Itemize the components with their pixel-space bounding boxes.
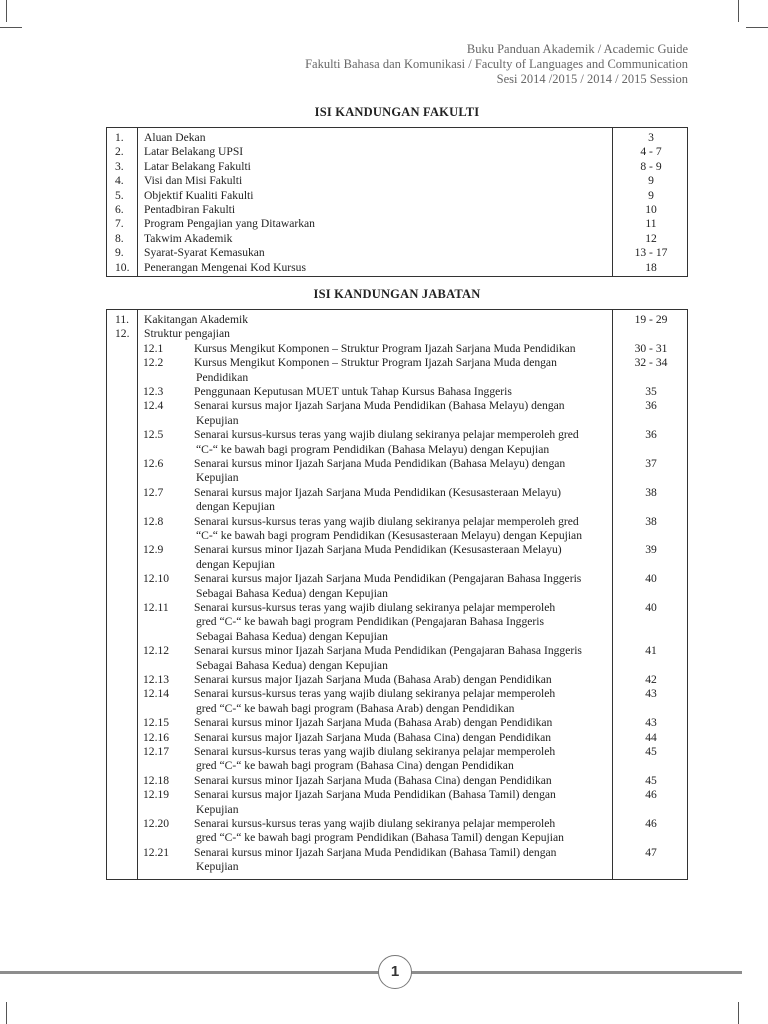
entry-number: 12.13 (143, 673, 170, 686)
entry-title (194, 673, 614, 687)
entry-title-line: Senarai kursus major Ijazah Sarjana Muda Pendidikan (Pengajaran Bahasa Inggeris (194, 572, 582, 586)
entry-page: 45 (645, 745, 657, 758)
crop-mark (746, 27, 768, 28)
entry-number: 6. (115, 203, 124, 216)
entry-page: 36 (645, 428, 657, 442)
entry-number: 10. (115, 260, 130, 274)
entry-page: 40 (645, 572, 657, 586)
entry-title-line: “C-“ ke bawah bagi program Pendidikan (Bahasa Melayu) dengan Kepujian (196, 442, 550, 456)
entry-title-line: Senarai kursus minor Ijazah Sarjana Muda (Bahasa Cina) dengan Pendidikan (194, 773, 552, 787)
entry-title (194, 601, 614, 644)
entry-page: 37 (645, 457, 657, 470)
entry-page: 9 (648, 188, 654, 202)
entry-title-line: dengan Kepujian (196, 500, 275, 514)
entry-title (194, 543, 614, 572)
entry-title (194, 644, 614, 673)
entry-page: 35 (645, 385, 657, 398)
entry-title: Latar Belakang Fakulti (144, 159, 251, 173)
entry-title-line: Senarai kursus major Ijazah Sarjana Muda Pendidikan (Bahasa Melayu) dengan (194, 399, 565, 413)
entry-number: 12.10 (143, 572, 170, 586)
entry-number: 12.17 (143, 745, 170, 758)
entry-title: Visi dan Misi Fakulti (144, 174, 243, 188)
entry-title (194, 399, 614, 428)
entry-title (194, 731, 614, 745)
entry-page: 4 - 7 (640, 145, 662, 159)
entry-title-line: Sebagai Bahasa Kedua) dengan Kepujian (196, 658, 388, 672)
entry-title-line: Kepujian (196, 413, 239, 427)
entry-title-line: Senarai kursus-kursus teras yang wajib diulang sekiranya pelajar memperoleh gred (194, 428, 579, 442)
entry-page: 42 (645, 673, 657, 686)
entry-title-line: gred “C-“ ke bawah bagi program (Bahasa Cina) dengan Pendidikan (196, 759, 514, 773)
entry-number: 12.18 (143, 773, 170, 787)
entry-page: 10 (645, 203, 657, 216)
entry-title-line: Senarai kursus minor Ijazah Sarjana Muda (Bahasa Arab) dengan Pendidikan (194, 716, 553, 730)
entry-title-line: “C-“ ke bawah bagi program Pendidikan (Kesusasteraan Melayu) dengan Kepujian (196, 529, 583, 542)
entry-title-line: Kepujian (196, 860, 239, 874)
entry-title: Takwim Akademik (144, 231, 233, 245)
entry-page: 3 (648, 131, 654, 144)
header-faculty-name: Fakulti Bahasa dan Komunikasi / Faculty of Languages and Communication (305, 57, 688, 71)
entry-title-line: Senarai kursus major Ijazah Sarjana Muda (Bahasa Arab) dengan Pendidikan (194, 673, 552, 686)
entry-title (194, 774, 614, 788)
entry-number: 12.5 (143, 428, 164, 442)
entry-number: 12.8 (143, 514, 164, 528)
entry-number: 12.14 (143, 687, 170, 701)
entry-number: 12.4 (143, 399, 164, 413)
entry-title (194, 817, 614, 846)
entry-title (194, 486, 614, 515)
faculty-contents-table (106, 127, 688, 277)
entry-title-line: dengan Kepujian (196, 557, 275, 571)
entry-title-line: Senarai kursus minor Ijazah Sarjana Muda Pendidikan (Pengajaran Bahasa Inggeris (194, 644, 582, 658)
entry-number: 12.15 (143, 716, 170, 730)
entry-number: 5. (115, 188, 124, 202)
department-contents-title: ISI KANDUNGAN JABATAN (313, 287, 481, 301)
crop-mark (6, 1002, 7, 1024)
footer-rule (0, 971, 742, 974)
entry-number: 12.9 (143, 543, 164, 557)
entry-number: 12.3 (143, 385, 164, 398)
entry-title-line: Senarai kursus-kursus teras yang wajib diulang sekiranya pelajar memperoleh (194, 601, 556, 614)
entry-title-line: Kepujian (196, 471, 239, 485)
entry-title-line: gred “C-“ ke bawah bagi program Pendidikan (Pengajaran Bahasa Inggeris (196, 615, 545, 629)
entry-page: 38 (645, 485, 657, 499)
entry-page: 12 (645, 231, 657, 245)
entry-number: 12. (115, 327, 130, 341)
entry-title (194, 572, 614, 601)
entry-page: 46 (645, 788, 657, 802)
entry-title: Pentadbiran Fakulti (144, 203, 236, 216)
entry-page: 32 - 34 (634, 356, 668, 370)
entry-title: Program Pengajian yang Ditawarkan (144, 217, 315, 231)
entry-title-line: gred “C-“ ke bawah bagi program (Bahasa Arab) dengan Pendidikan (196, 701, 515, 715)
entry-number: 12.6 (143, 457, 164, 470)
entry-number: 7. (115, 217, 124, 231)
entry-title-line: Senarai kursus minor Ijazah Sarjana Muda Pendidikan (Kesusasteraan Melayu) (194, 543, 562, 557)
entry-number: 12.19 (143, 788, 170, 802)
entry-page: 41 (645, 644, 657, 658)
entry-number: 12.11 (143, 601, 169, 614)
entry-title: Kakitangan Akademik (144, 313, 248, 326)
faculty-contents-title: ISI KANDUNGAN FAKULTI (314, 105, 480, 119)
entry-title-line: Penggunaan Keputusan MUET untuk Tahap Kursus Bahasa Inggeris (194, 385, 512, 398)
column-divider (137, 310, 138, 879)
entry-title (194, 716, 614, 730)
entry-title (194, 788, 614, 817)
entry-title (194, 385, 614, 399)
entry-title-line: Senarai kursus minor Ijazah Sarjana Muda Pendidikan (Bahasa Melayu) dengan (194, 457, 566, 470)
entry-title-line: Senarai kursus major Ijazah Sarjana Muda Pendidikan (Kesusasteraan Melayu) (194, 485, 562, 499)
entry-title-line: Sebagai Bahasa Kedua) dengan Kepujian (196, 586, 388, 600)
entry-page: 39 (645, 543, 657, 557)
entry-number: 12.2 (143, 356, 164, 370)
header-session: Sesi 2014 /2015 / 2014 / 2015 Session (496, 72, 688, 86)
entry-number: 4. (115, 174, 124, 188)
entry-title-line: Kursus Mengikut Komponen – Struktur Program Ijazah Sarjana Muda Pendidikan (194, 341, 576, 355)
entry-title (194, 846, 614, 875)
entry-title (194, 515, 614, 544)
entry-page: 9 (648, 174, 654, 188)
entry-title-line: Kepujian (196, 802, 239, 816)
entry-title: Latar Belakang UPSI (144, 145, 244, 159)
entry-title (194, 428, 614, 457)
entry-title: Aluan Dekan (144, 131, 206, 144)
entry-page: 43 (645, 687, 657, 701)
entry-page: 13 - 17 (634, 246, 668, 260)
entry-page: 43 (645, 716, 657, 730)
crop-mark (738, 1002, 739, 1024)
entry-title (194, 745, 614, 774)
entry-title-line: Senarai kursus-kursus teras yang wajib diulang sekiranya pelajar memperoleh (194, 745, 556, 758)
entry-number: 12.21 (143, 845, 170, 859)
entry-page: 19 - 29 (634, 313, 668, 326)
entry-title (194, 356, 614, 385)
entry-number: 3. (115, 159, 124, 173)
page-number: 1 (378, 955, 412, 989)
entry-title-line: Senarai kursus-kursus teras yang wajib diulang sekiranya pelajar memperoleh (194, 687, 556, 701)
entry-page: 8 - 9 (640, 159, 662, 173)
entry-page: 44 (645, 730, 657, 744)
entry-title: Penerangan Mengenai Kod Kursus (144, 260, 306, 274)
entry-number: 12.20 (143, 817, 170, 830)
running-header (305, 42, 688, 87)
entry-number: 12.7 (143, 485, 164, 499)
department-contents-table (106, 309, 688, 880)
entry-number: 2. (115, 145, 124, 159)
entry-number: 8. (115, 231, 124, 245)
entry-number: 9. (115, 246, 124, 260)
entry-title: Objektif Kualiti Fakulti (144, 188, 254, 202)
entry-page: 38 (645, 514, 657, 528)
entry-page: 40 (645, 601, 657, 614)
entry-title-line: Sebagai Bahasa Kedua) dengan Kepujian (196, 629, 388, 643)
crop-mark (6, 0, 7, 22)
entry-title-line: Senarai kursus major Ijazah Sarjana Muda Pendidikan (Bahasa Tamil) dengan (194, 788, 556, 802)
entry-page: 46 (645, 817, 657, 830)
entry-page: 11 (645, 217, 657, 231)
entry-title: Struktur pengajian (144, 327, 230, 341)
entry-number: 11. (115, 313, 130, 326)
entry-page: 18 (645, 260, 657, 274)
crop-mark (0, 27, 22, 28)
crop-mark (738, 0, 739, 22)
entry-title-line: Senarai kursus major Ijazah Sarjana Muda (Bahasa Cina) dengan Pendidikan (194, 730, 552, 744)
header-guide-title: Buku Panduan Akademik / Academic Guide (466, 42, 688, 56)
entry-page: 36 (645, 399, 657, 413)
entry-title-line: Senarai kursus-kursus teras yang wajib diulang sekiranya pelajar memperoleh (194, 817, 556, 830)
entry-page: 47 (645, 845, 657, 859)
entry-number: 12.12 (143, 644, 170, 658)
entry-page: 45 (645, 773, 657, 787)
entry-title (194, 687, 614, 716)
entry-title (194, 457, 614, 486)
entry-title-line: Senarai kursus-kursus teras yang wajib diulang sekiranya pelajar memperoleh gred (194, 514, 579, 528)
entry-page: 30 - 31 (634, 341, 668, 355)
entry-title-line: Kursus Mengikut Komponen – Struktur Program Ijazah Sarjana Muda dengan (194, 356, 557, 370)
entry-title (194, 342, 614, 356)
entry-number: 12.1 (143, 341, 164, 355)
entry-title: Syarat-Syarat Kemasukan (144, 246, 265, 260)
entry-number: 1. (115, 131, 124, 144)
entry-title-line: gred “C-“ ke bawah bagi program Pendidikan (Bahasa Tamil) dengan Kepujian (196, 831, 564, 845)
entry-title-line: Pendidikan (196, 370, 249, 384)
entry-title-line: Senarai kursus minor Ijazah Sarjana Muda Pendidikan (Bahasa Tamil) dengan (194, 845, 557, 859)
entry-number: 12.16 (143, 730, 170, 744)
